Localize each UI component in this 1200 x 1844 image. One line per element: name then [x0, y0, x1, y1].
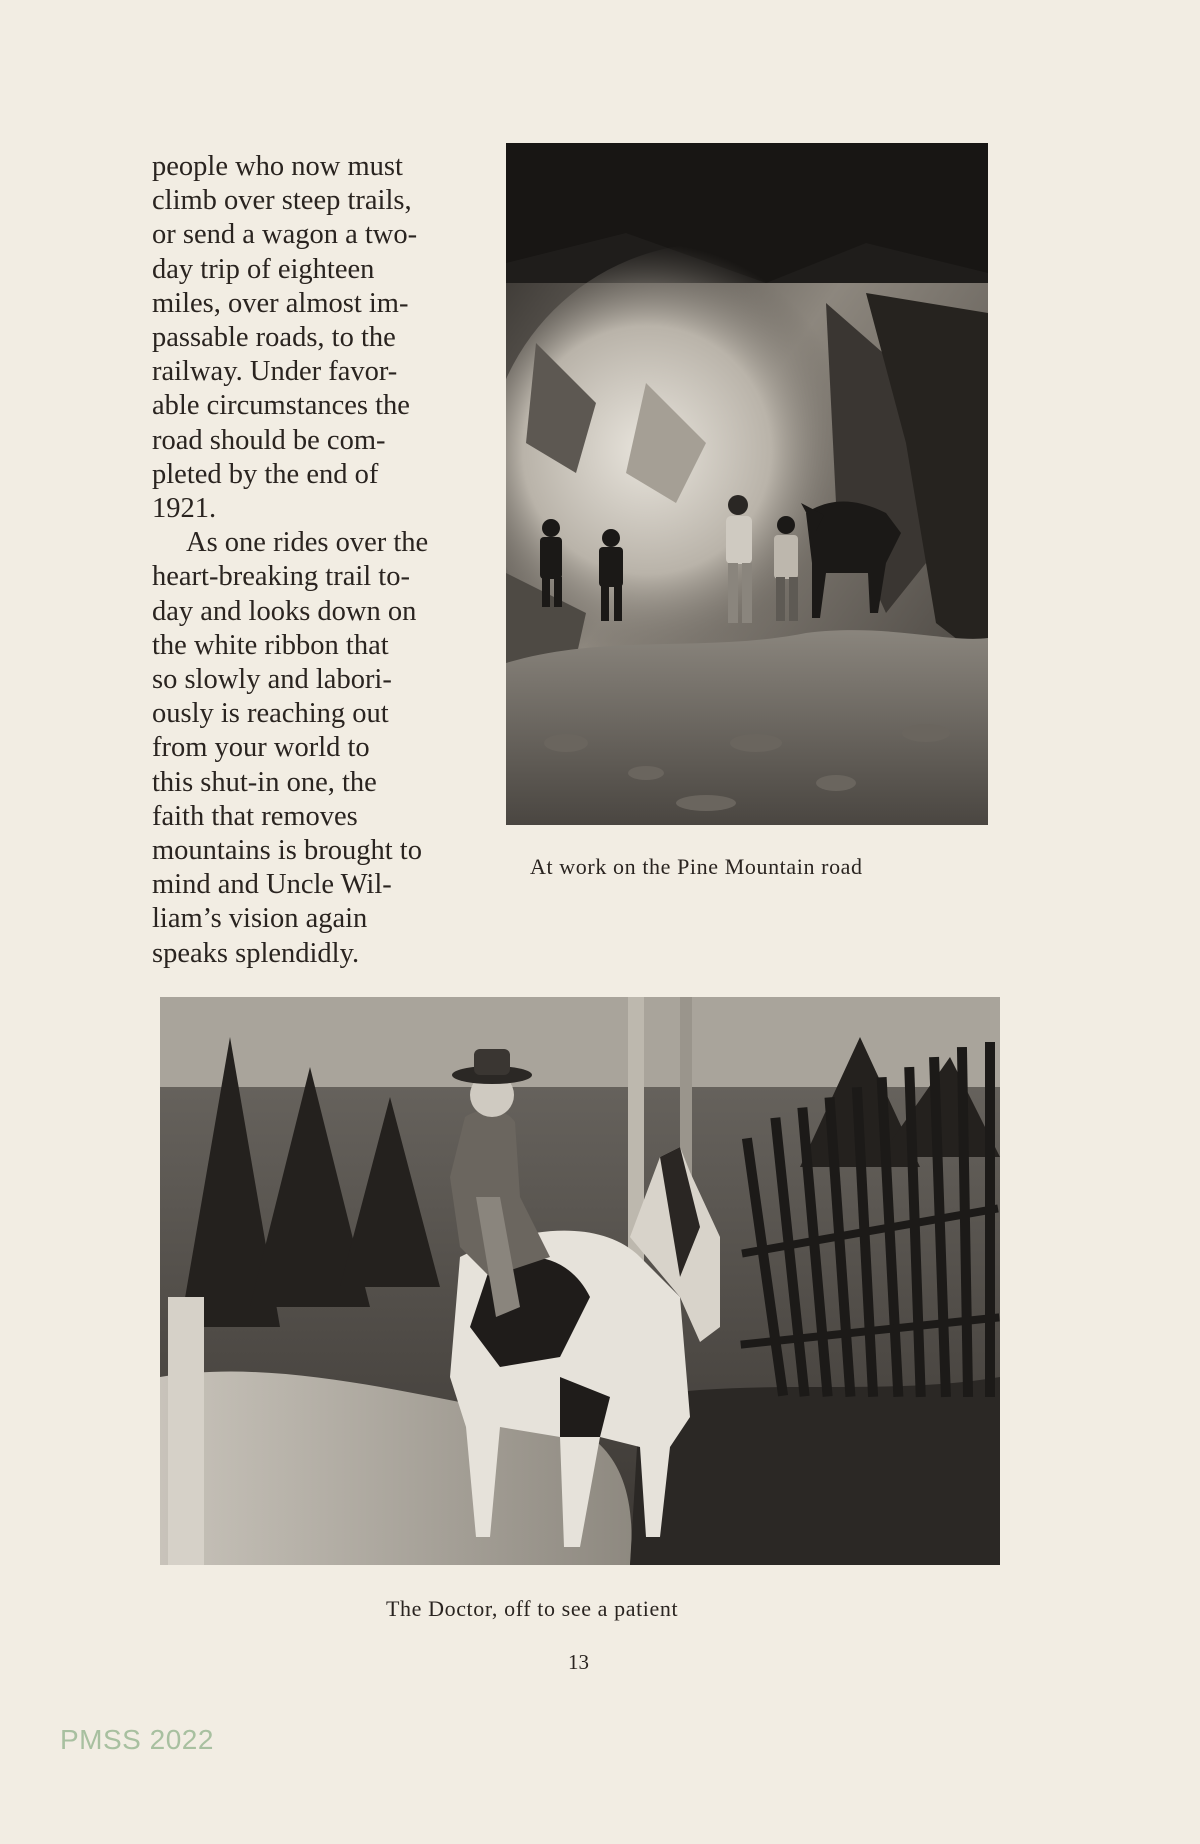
doctor-on-horse-photo-image: [160, 997, 1000, 1565]
paragraph-1: [152, 150, 468, 526]
page-number: 13: [568, 1650, 589, 1674]
text-line: railway. Under favor-: [152, 356, 398, 388]
text-line: or send a wagon a two-: [152, 219, 418, 251]
text-line: day trip of eighteen: [152, 253, 375, 285]
text-line: 1921.: [152, 493, 217, 525]
text-line: As one rides over the: [186, 527, 429, 559]
text-line: able circumstances the: [152, 390, 410, 422]
figure-caption-bottom: The Doctor, off to see a patient: [386, 1596, 679, 1621]
doctor-on-horse-photo: [160, 997, 1000, 1565]
text-line: pleted by the end of: [152, 458, 379, 490]
text-line: this shut-in one, the: [152, 766, 377, 798]
body-text-column: [152, 150, 468, 971]
figure-caption-top: At work on the Pine Mountain road: [530, 854, 863, 879]
text-line: liam’s vision again: [152, 903, 368, 935]
text-line: mountains is brought to: [152, 835, 422, 867]
text-line: the white ribbon that: [152, 629, 389, 661]
archive-watermark: PMSS 2022: [60, 1724, 214, 1755]
text-line: people who now must: [152, 151, 403, 182]
text-line: speaks splendidly.: [152, 937, 360, 969]
text-line: ously is reaching out: [152, 698, 389, 730]
road-work-photo-image: [506, 143, 988, 825]
text-line: passable roads, to the: [152, 322, 396, 354]
text-line: road should be com-: [152, 424, 386, 456]
text-line: climb over steep trails,: [152, 185, 412, 217]
paragraph-2: [152, 526, 468, 971]
road-work-photo: [506, 143, 988, 825]
text-line: day and looks down on: [152, 595, 417, 627]
text-line: faith that removes: [152, 800, 358, 832]
text-line: heart-breaking trail to-: [152, 561, 410, 593]
text-line: mind and Uncle Wil-: [152, 869, 392, 901]
text-line: so slowly and labori-: [152, 664, 392, 696]
text-line: from your world to: [152, 732, 370, 764]
text-line: miles, over almost im-: [152, 287, 409, 319]
